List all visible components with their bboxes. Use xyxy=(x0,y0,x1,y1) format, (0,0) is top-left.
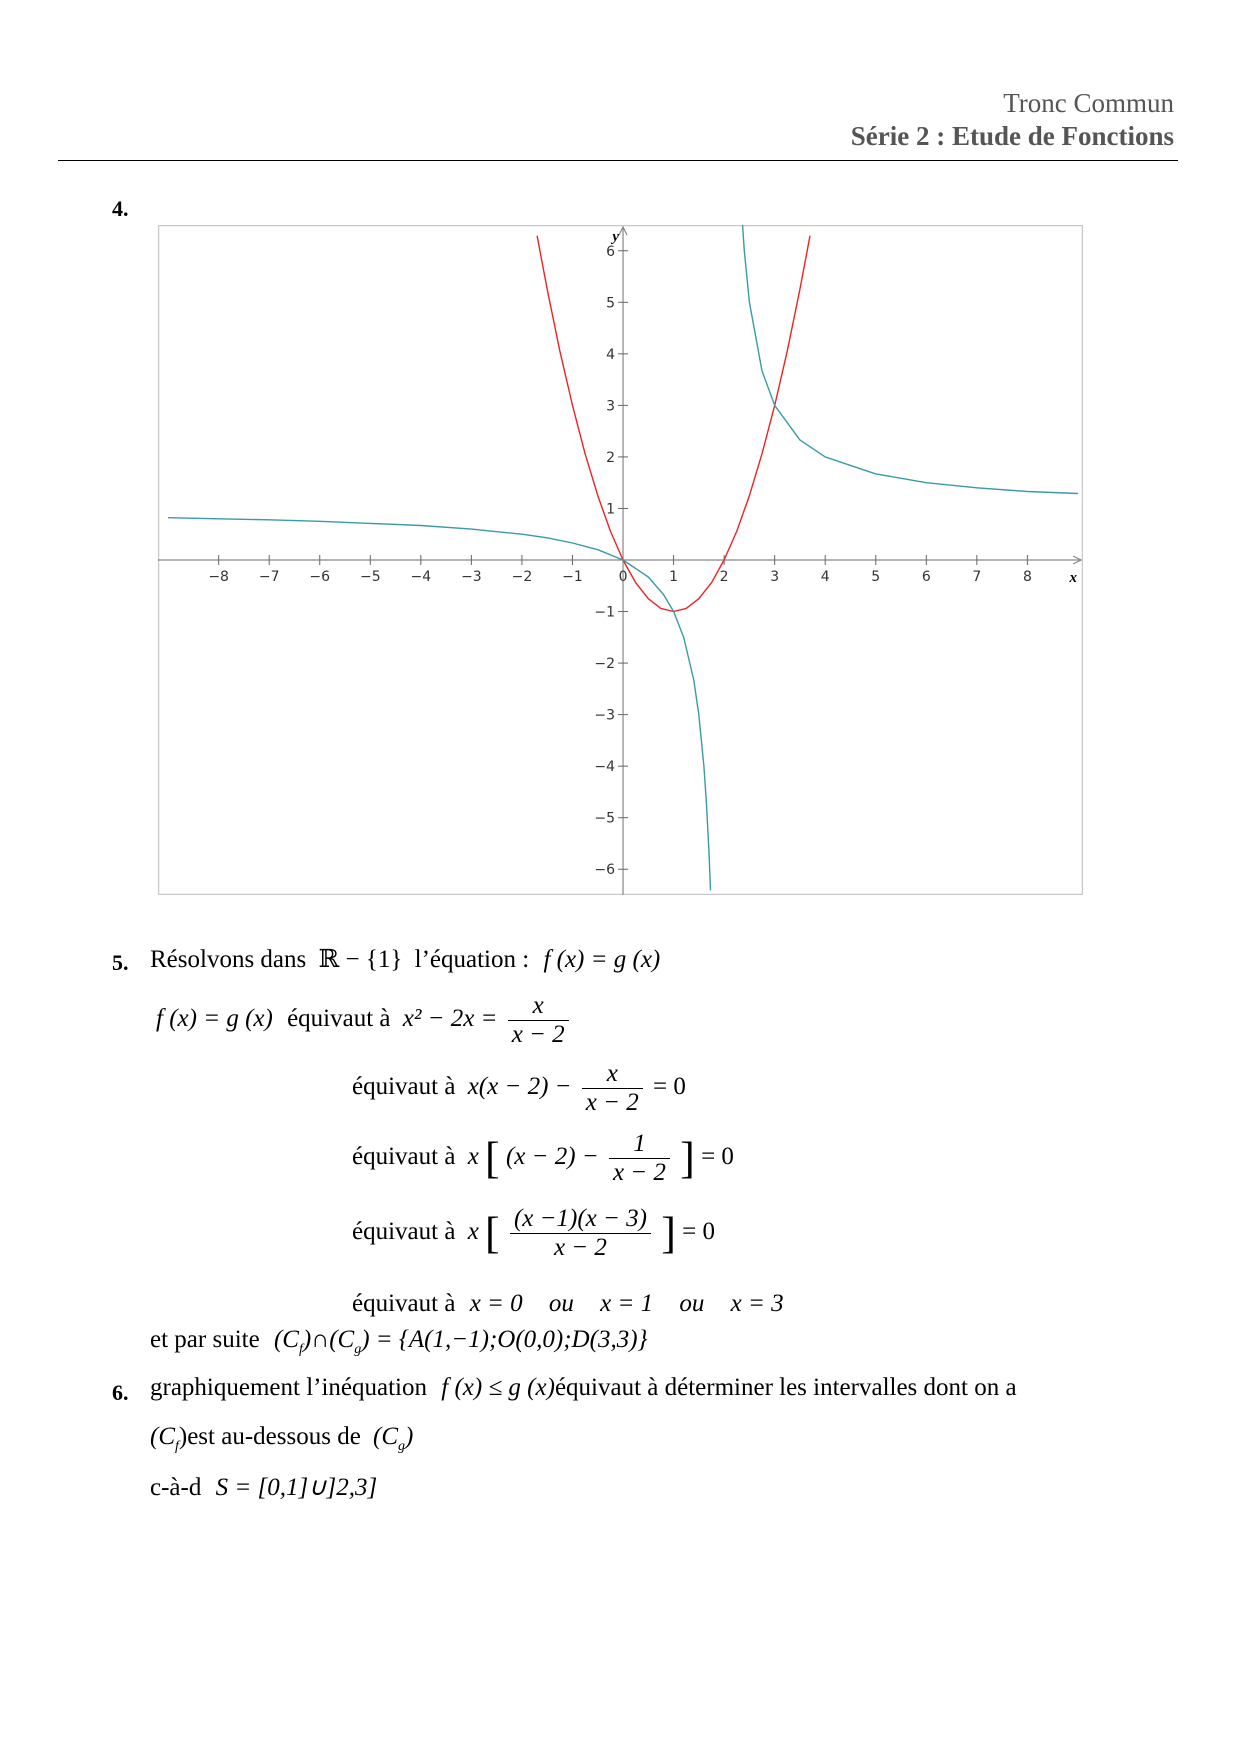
q5-step3-den: x − 2 xyxy=(612,1159,666,1186)
q5-step1-left: f (x) = g (x) xyxy=(156,1005,273,1033)
q5-step4-pre: x xyxy=(467,1218,479,1246)
q5-conclusion-inter: )∩(C xyxy=(302,1326,355,1353)
q5-or-1: ou xyxy=(548,1290,574,1317)
q5-step-1 xyxy=(156,992,573,1049)
y-tick-label: 6 xyxy=(606,243,616,260)
header-course: Tronc Commun xyxy=(1003,88,1174,118)
x-tick-label: 8 xyxy=(1022,569,1032,585)
q6-cf-open: (C xyxy=(150,1423,175,1450)
x-tick-label: −7 xyxy=(258,569,280,585)
q5-step3-fraction xyxy=(609,1130,670,1187)
q6-text1: graphiquement l’inéquation xyxy=(150,1374,428,1401)
q5-step2-lhs: x(x − 2) − xyxy=(467,1073,572,1101)
x-tick-label: 6 xyxy=(921,569,931,585)
x-tick-label: −3 xyxy=(461,569,482,585)
q5-step1-lhs: x² − 2x = xyxy=(402,1005,498,1033)
q5-step4-den: x − 2 xyxy=(553,1234,607,1261)
q6-sol-pre: c-à-d xyxy=(150,1474,202,1501)
q5-step5-equiv: équivaut à xyxy=(352,1290,456,1317)
x-tick-label: 0 xyxy=(618,569,628,585)
y-tick-label: 5 xyxy=(606,295,616,312)
q5-conclusion-sub-f: f xyxy=(298,1342,303,1357)
y-tick-label: −2 xyxy=(594,656,616,673)
q5-step3-lhs: (x − 2) − xyxy=(505,1143,599,1171)
q5-step4-rhs: = 0 xyxy=(682,1218,715,1246)
q5-conclusion-cf: (C xyxy=(273,1326,299,1353)
question-number-5: 5. xyxy=(112,950,129,975)
q6-solution: S = [0,1]∪]2,3] xyxy=(215,1474,378,1501)
y-tick-label: −6 xyxy=(594,862,616,879)
x-tick-label: −5 xyxy=(359,569,381,585)
q6-line-1 xyxy=(150,1374,1017,1402)
y-tick-label: −1 xyxy=(594,604,616,621)
q6-line-3 xyxy=(150,1472,377,1502)
q6-inequation: f (x) ≤ g (x) xyxy=(441,1374,555,1401)
q5-step3-bracket-close: ] xyxy=(680,1133,695,1183)
q5-step3-pre: x xyxy=(467,1143,479,1171)
x-tick-label: −6 xyxy=(309,569,331,585)
q5-step1-num: x xyxy=(508,992,569,1021)
q6-line-2 xyxy=(150,1423,413,1455)
x-tick-label: −8 xyxy=(208,569,229,585)
q5-step4-fraction xyxy=(510,1205,651,1262)
q5-conclusion-set: ) = {A(1,−1);O(0,0);D(3,3)} xyxy=(361,1326,648,1353)
q5-conclusion xyxy=(150,1326,648,1358)
q5-equation: f (x) = g (x) xyxy=(543,946,661,973)
q5-step4-num: (x −1)(x − 3) xyxy=(510,1205,651,1234)
q5-step-3 xyxy=(352,1130,734,1187)
q5-domain: ℝ − {1} xyxy=(318,946,403,973)
q5-step-5 xyxy=(352,1290,784,1318)
q6-cg-open: (C xyxy=(373,1423,399,1450)
q5-intro: Résolvons dans xyxy=(150,946,307,973)
y-axis-label: y xyxy=(612,229,620,245)
question-number-6: 6. xyxy=(112,1380,129,1405)
x-tick-label: 2 xyxy=(719,569,729,585)
x-tick-label: 3 xyxy=(770,569,780,585)
x-tick-label: −2 xyxy=(511,569,533,585)
q5-step3-rhs: = 0 xyxy=(701,1143,734,1171)
q5-step1-equiv: équivaut à xyxy=(287,1005,391,1033)
q5-step-4 xyxy=(352,1205,715,1262)
q5-conclusion-sub-g: g xyxy=(354,1342,362,1357)
x-tick-label: −4 xyxy=(410,569,432,585)
q6-sub-f: f xyxy=(175,1439,179,1454)
q5-step4-bracket-close: ] xyxy=(661,1208,676,1258)
x-tick-label: 7 xyxy=(972,569,982,585)
q5-step-2 xyxy=(352,1060,686,1117)
q6-text2: équivaut à déterminer les intervalles dont on a xyxy=(554,1374,1017,1401)
q5-intro-line xyxy=(150,944,660,974)
x-tick-label: −1 xyxy=(562,569,583,585)
x-tick-label: 1 xyxy=(669,569,679,585)
header-series-title: Série 2 : Etude de Fonctions xyxy=(850,121,1174,151)
q6-cg-close: ) xyxy=(405,1423,414,1450)
y-tick-label: 1 xyxy=(606,501,616,518)
x-tick-label: 4 xyxy=(820,569,830,585)
q5-step2-fraction xyxy=(582,1060,643,1117)
q5-step4-bracket-open: [ xyxy=(485,1208,500,1258)
y-tick-label: −5 xyxy=(594,810,616,827)
q5-step3-equiv: équivaut à xyxy=(352,1143,456,1171)
q5-step2-den: x − 2 xyxy=(585,1089,639,1116)
q6-sub-g: g xyxy=(398,1439,406,1454)
q5-root-0: x = 0 xyxy=(469,1290,523,1317)
q5-step1-fraction xyxy=(508,992,569,1049)
q5-or-2: ou xyxy=(679,1290,705,1317)
q5-step1-den: x − 2 xyxy=(511,1021,565,1048)
q5-step4-equiv: équivaut à xyxy=(352,1218,456,1246)
q5-step3-num: 1 xyxy=(609,1130,670,1159)
q5-conclusion-pre: et par suite xyxy=(150,1326,260,1353)
q5-intro2: l’équation : xyxy=(414,946,530,973)
q5-step2-rhs: = 0 xyxy=(653,1073,686,1101)
y-tick-label: 3 xyxy=(606,398,616,415)
q5-step2-num: x xyxy=(582,1060,643,1089)
q5-root-3: x = 3 xyxy=(730,1290,784,1317)
y-tick-label: 2 xyxy=(606,449,616,466)
y-tick-label: 4 xyxy=(606,346,616,363)
y-tick-label: −3 xyxy=(594,707,616,724)
x-axis-label: x xyxy=(1069,570,1077,586)
q5-root-1: x = 1 xyxy=(600,1290,654,1317)
y-tick-label: −4 xyxy=(594,759,616,776)
q5-step2-equiv: équivaut à xyxy=(352,1073,456,1101)
question-number-4: 4. xyxy=(112,196,129,221)
q6-text3: )est au-dessous de xyxy=(178,1423,361,1450)
function-graph xyxy=(158,225,1083,895)
x-tick-label: 5 xyxy=(871,569,881,585)
q5-step3-bracket-open: [ xyxy=(485,1133,500,1183)
header-divider xyxy=(58,160,1178,161)
